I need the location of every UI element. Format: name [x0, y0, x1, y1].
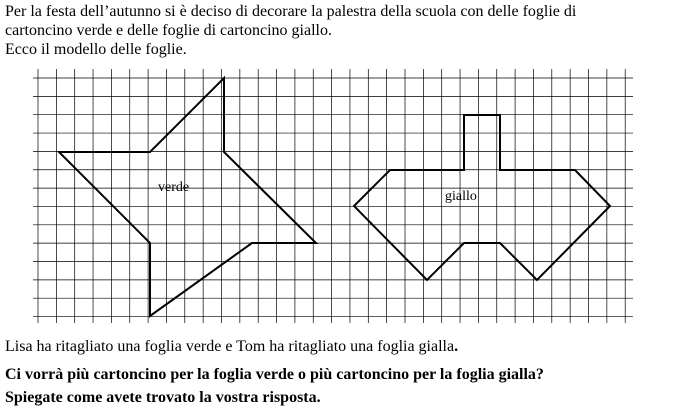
intro-line-1: Per la festa dell’autunno si è deciso di decorare la palestra della scuola con delle foglie di [5, 3, 577, 20]
intro-text [5, 2, 677, 59]
instruction-line: Spiegate come avete trovato la vostra risposta. [5, 389, 321, 406]
green-leaf-shape [59, 78, 316, 316]
statement-line [5, 337, 691, 356]
statement-period: . [454, 338, 459, 355]
yellow-leaf-label: giallo [445, 189, 477, 204]
question-line: Ci vorrà più cartoncino per la foglia verde o più cartoncino per la foglia gialla? [5, 366, 544, 383]
green-leaf-label: verde [158, 180, 190, 195]
leaves-grid-figure [0, 62, 696, 332]
statement-text: Lisa ha ritagliato una foglia verde e Tom ha ritagliato una foglia gialla [5, 338, 455, 355]
intro-line-2: cartoncino verde e delle foglie di cartoncino giallo. [5, 22, 332, 39]
intro-line-3: Ecco il modello delle foglie. [5, 41, 187, 58]
grid-lines [33, 69, 633, 323]
yellow-leaf-shape [354, 115, 610, 280]
